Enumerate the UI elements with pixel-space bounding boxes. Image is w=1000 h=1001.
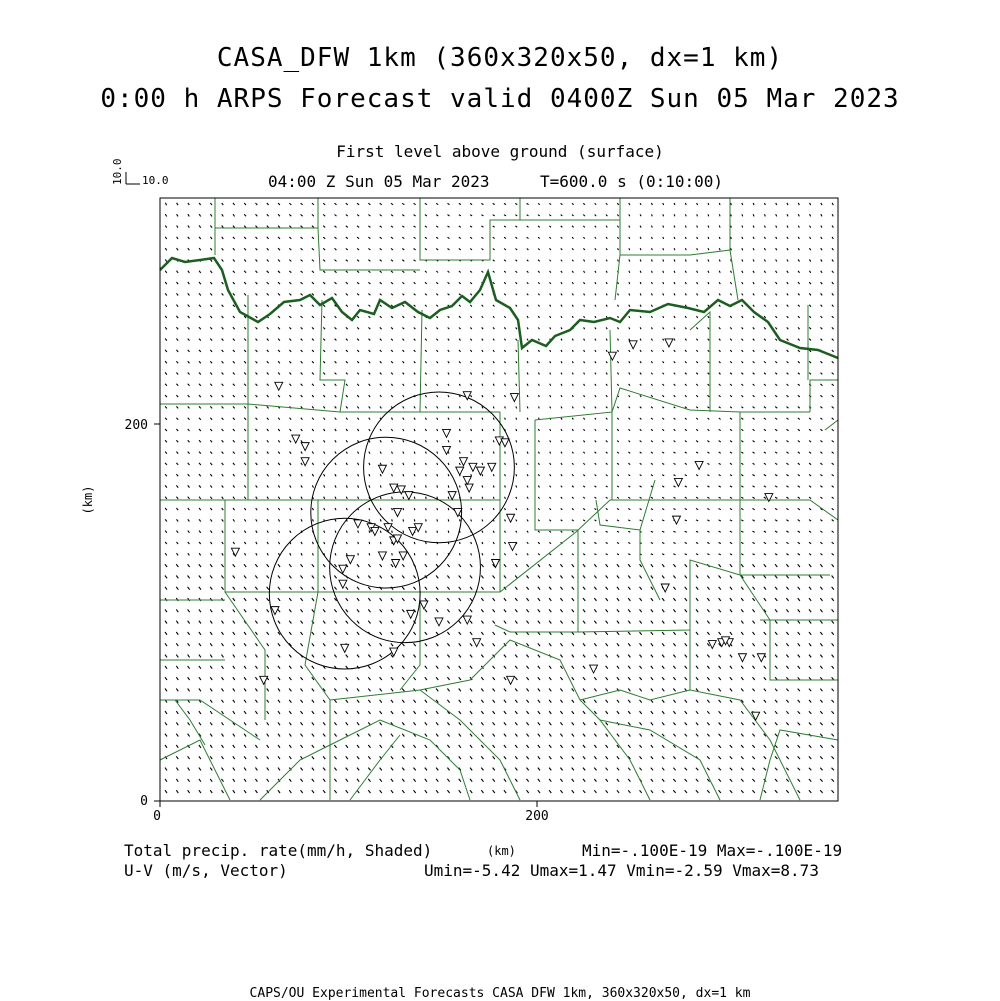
- station-marker: [590, 665, 598, 673]
- title-line-1: CASA_DFW 1km (360x320x50, dx=1 km): [216, 43, 784, 73]
- station-marker: [508, 543, 516, 551]
- station-marker: [397, 486, 405, 494]
- station-marker: [454, 509, 462, 517]
- station-marker: [738, 654, 746, 662]
- station-marker: [488, 463, 496, 471]
- station-marker: [292, 435, 300, 443]
- station-marker: [608, 352, 616, 360]
- station-marker: [469, 463, 477, 471]
- station-marker: [399, 552, 407, 560]
- station-marker: [492, 559, 500, 567]
- station-marker: [510, 394, 518, 402]
- station-marker: [501, 439, 509, 447]
- wind-min-max: Umin=-5.42 Umax=1.47 Vmin=-2.59 Vmax=8.73: [424, 861, 819, 880]
- level-subtitle: First level above ground (surface): [336, 142, 664, 161]
- station-marker: [301, 443, 309, 451]
- station-marker: [378, 552, 386, 560]
- station-marker: [459, 458, 467, 466]
- valid-time: 04:00 Z Sun 05 Mar 2023: [268, 172, 490, 191]
- x-tick-label-0: 0: [153, 809, 161, 824]
- state-border: [160, 258, 838, 358]
- x-tick-label-200: 200: [525, 809, 549, 824]
- station-marker: [371, 527, 379, 535]
- station-marker: [341, 644, 349, 652]
- radar-range-ring: [311, 437, 462, 588]
- model-time: T=600.0 s (0:10:00): [540, 172, 724, 191]
- y-axis-unit: (km): [81, 485, 95, 515]
- station-marker: [456, 467, 464, 475]
- station-marker: [476, 467, 484, 475]
- footer-credit: CAPS/OU Experimental Forecasts CASA DFW 1km, 360x320x50, dx=1 km: [249, 986, 751, 1001]
- station-marker: [390, 484, 398, 492]
- title-line-2: 0:00 h ARPS Forecast valid 0400Z Sun 05 Mar 2023: [100, 84, 900, 114]
- y-tick-label-200: 200: [124, 418, 148, 433]
- station-marker: [420, 601, 428, 609]
- station-marker: [674, 478, 682, 486]
- station-marker: [507, 676, 515, 684]
- station-marker: [407, 610, 415, 618]
- station-marker: [346, 556, 354, 564]
- radar-range-rings: [269, 392, 514, 669]
- station-marker: [695, 461, 703, 469]
- station-marker: [465, 484, 473, 492]
- station-marker: [629, 341, 637, 349]
- station-marker: [378, 465, 386, 473]
- x-axis-unit: (km): [487, 844, 516, 858]
- station-marker: [507, 514, 515, 522]
- station-marker: [260, 676, 268, 684]
- station-marker: [275, 382, 283, 390]
- station-marker: [463, 477, 471, 485]
- field-1-label: Total precip. rate(mm/h, Shaded): [124, 841, 433, 860]
- station-marker: [435, 618, 443, 626]
- precip-min-max: Min=-.100E-19 Max=-.100E-19: [582, 841, 843, 860]
- station-marker: [708, 641, 716, 649]
- vector-key-vertical-label: 10.0: [111, 158, 124, 185]
- station-marker: [665, 339, 673, 347]
- vector-key: [111, 159, 169, 188]
- station-marker: [757, 654, 765, 662]
- station-marker: [752, 712, 760, 720]
- station-marker: [473, 639, 481, 647]
- station-marker: [409, 527, 417, 535]
- station-marker: [231, 548, 239, 556]
- field-2-label: U-V (m/s, Vector): [124, 861, 288, 880]
- y-tick-label-0: 0: [140, 794, 148, 809]
- station-marker: [448, 492, 456, 500]
- station-marker: [354, 520, 362, 528]
- station-marker: [443, 429, 451, 437]
- station-marker: [463, 616, 471, 624]
- station-marker: [405, 492, 413, 500]
- county-boundaries: [160, 198, 838, 800]
- vector-key-horizontal-label: 10.0: [142, 174, 169, 187]
- station-marker: [394, 509, 402, 517]
